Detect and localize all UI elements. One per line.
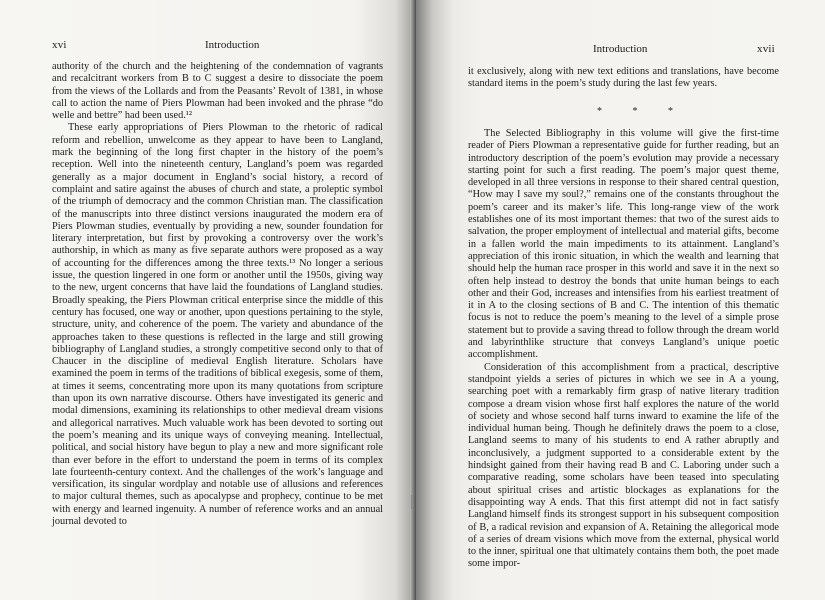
right-page-body [468,128,779,571]
page-number-right: xvii [757,43,775,55]
running-head-left: Introduction [205,39,260,51]
paragraph: These early appropriations of Piers Plowman to the rhetoric of radical reform and rebellion, unwelcome as they appear to have been to Langland, mark the beginning of the long first chapter in the history of the poem’s reception. Well into the nineteenth century, Langland’s poem was regarded generally as a major document in England’s social history, a record of complaint and satire against the abuses of church and state, a proleptic symbol of the triumph of democracy and the common Christian man. The classification of the manuscripts into three distinct versions inaugurated the modern era of Piers Plowman studies, eventually by providing a new, sounder foundation for literary interpretation, but first by provoking a controversy over the work’s authorship, in which as many as five separate authors were proposed as a way of accounting for the differences among the three texts.¹³ No longer a serious issue, the question lingered in one form or another until the 1950s, giving way to the new, urgent concerns that have laid the foundations of Langland studies. Broadly speaking, the Piers Plowman critical enterprise since the middle of this century has focused, one way or another, upon questions pertaining to the style, structure, unity, and coherence of the poem. The variety and abundance of the approaches taken to these questions is reflected in the large and still growing bibliography of Langland studies, a strongly competitive second only to that of Chaucer in the discipline of medieval English literature. Scholars have examined the poem in terms of the traditions of biblical exegesis, some of them, at times it seems, concentrating more upon its many quotations from scripture than upon its own narrative discourse. Others have investigated its generic and modal dimensions, examining its relationships to other medieval dream visions and allegorical narratives. Much valuable work has been devoted to sorting out the poem’s meaning and its unique ways of conveying meaning. Intellectual, political, and social history have begun to play a new and more significant role than ever before in the effort to understand the poem in terms of its complex late fourteenth-century context. And the challenges of the work’s language and versification, its singular wordplay and notable use of allusions and references to major cultural themes, such as apocalypse and prophecy, continue to be met with energy and learned ingenuity. A number of reference works and an annual journal devoted to [52,122,383,527]
left-page-body [52,61,383,528]
right-page [416,0,825,600]
section-break-asterism: * * * [597,106,687,117]
paragraph: The Selected Bibliography in this volume will give the first-time reader of Piers Plowman a representative guide for further reading, but an introductory description of the poem’s evolution may provide a necessary starting point for such a first reading. The poem’s major quest theme, developed in all three versions in response to their shared central question, “How may I save my soul?,” remains one of the constants throughout the poem’s career and its maker’s life. This long-range view of the work establishes one of its most important themes: that two of the surest aids to salvation, the proper employment of intellectual and material gifts, become in a fallen world the main impediments to its attainment. Langland’s appreciation of this ironic situation, in which the wealth and learning that should help the human race prosper in this world and save it in the next so often help instead to destroy the bonds that unite human beings to each other and their God, increases and intensifies from his earliest treatment of it in A to the closing sections of B and C. The intention of this thematic focus is not to reduce the poem’s meaning to the level of a simple prose statement but to provide a saving thread to follow through the dream world and labyrinthlike structure that conveys Langland’s unique poetic accomplishment. [468,128,779,361]
page-number-left: xvi [52,39,67,51]
paragraph: Consideration of this accomplishment from a practical, descriptive standpoint yields a series of pictures in which we see in A a young, searching poet with a remarkably firm grasp of native literary tradition compose a dream vision whose first half explores the nature of the world of society and whose second half turns inward to examine the life of the individual human being. Though he definitely draws the poem to a close, Langland seems to many of his students to end A rather abruptly and inconclusively, a judgment supported to a considerable extent by the hindsight gained from their having read B and C. Laboring under such a comparative reading, some scholars have been teased into speculating about spiritual crises and artistic blockages as explanations for the disappointing way A ends. That this first attempt did not in fact satisfy Langland himself finds its strongest support in his subsequent composition of B, a radical revision and expansion of A. Retaining the allegorical mode of a series of dream visions which move from the external, physical world to the inner, spiritual one that ultimately contains them both, the poet made some impor- [468,361,779,570]
running-head-right: Introduction [593,43,648,55]
pencil-mark [411,495,412,509]
right-page-top-paragraph [468,66,779,91]
paragraph: authority of the church and the heightening of the condemnation of vagrants and recalcitrant workers from B to C suggest a desire to dissociate the poem from the views of the Lollards and from the Peasants’ Revolt of 1381, in whose call to action the name of Piers Plowman had been invoked and the phrase “do welle and bettre” had been used.¹² [52,61,383,122]
paragraph: it exclusively, along with new text editions and translations, have become standard items in the poem’s study during the last few years. [468,66,779,90]
